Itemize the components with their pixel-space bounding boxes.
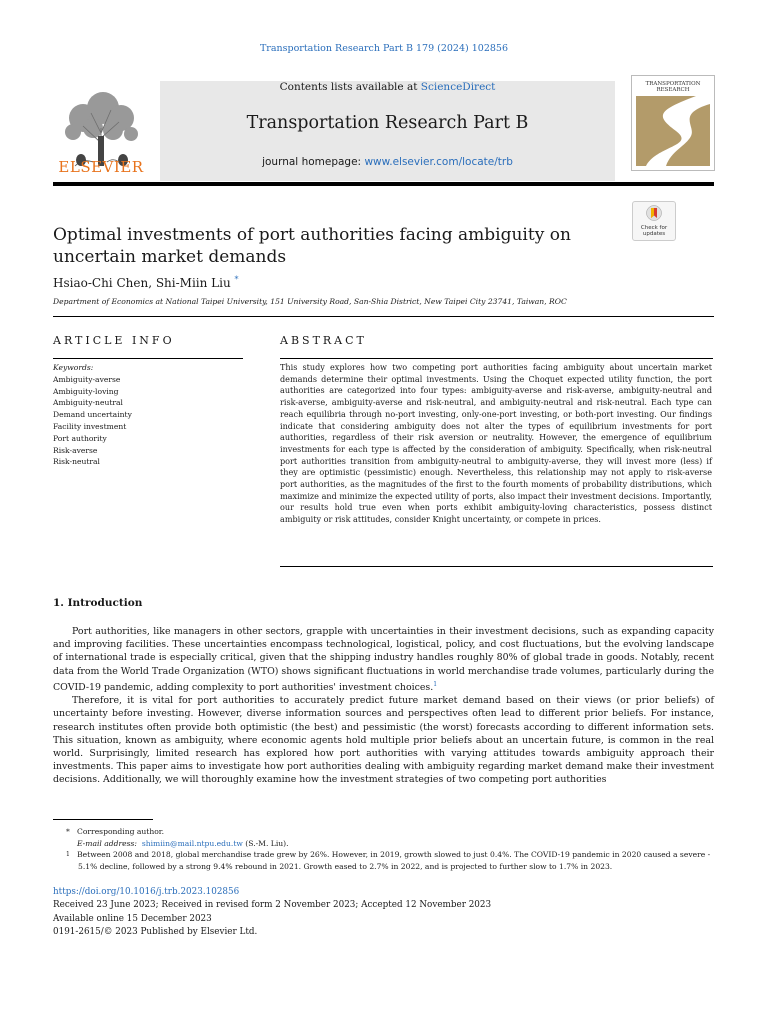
masthead-rule	[53, 182, 714, 186]
abstract-heading: ABSTRACT	[280, 334, 367, 347]
journal-title: Transportation Research Part B	[246, 113, 529, 133]
cover-title: TRANSPORTATION RESEARCH	[645, 81, 701, 93]
article-info-rule	[53, 358, 243, 359]
cover-art-icon	[636, 96, 710, 166]
title-divider	[53, 316, 714, 317]
authors: Hsiao-Chi Chen, Shi-Miin Liu	[53, 276, 231, 290]
article-title: Optimal investments of port authorities facing ambiguity on uncertain market demands	[53, 225, 571, 267]
abstract-text: This study explores how two competing port authorities facing ambiguity about uncertain market demands determine their optimal investments. Using the Choquet expected utility function, the port authorities are categorized into four types: ambiguity-averse and risk-averse, ambiguity-neutral and risk-averse, ambiguity-averse and risk-neutral, and ambiguity-neutral and risk-neutral. Each type can reach equilibria through no-port investing, only-one-port investing, or both-port investing. Our findings indicate that considering ambiguity does not alter the types of equilibrium investments for port authorities, regardless of their risk aversion or neutrality. However, the emergence of equilibrium investments for each type is affected by the consideration of ambiguity. Specifically, when risk-neutral port authorities transition from ambiguity-neutral to ambiguity-averse, they will invest more (less) if they are optimistic (pessimistic) enough. Nevertheless, this relationship may not apply to risk-averse port authorities, as the magnitudes of the first to the fourth moments of probability distributions, which maximize and minimize the expected utility of ports, also impact their investment decisions. Importantly, our results hold true even when ports exhibit ambiguity-loving characteristics, possess distinct ambiguity or risk attitudes, consider Knight uncertainty, or compete in prices.	[280, 362, 712, 525]
footnote-rule	[53, 819, 153, 820]
publication-info	[53, 886, 491, 939]
check-for-updates-button[interactable]	[632, 201, 676, 241]
doi-link[interactable]: https://doi.org/10.1016/j.trb.2023.102856	[53, 887, 240, 897]
sciencedirect-link[interactable]: ScienceDirect	[420, 81, 496, 93]
corresponding-author-note: * Corresponding author.	[66, 827, 164, 836]
contents-line	[160, 81, 615, 93]
affiliation: Department of Economics at National Taipei University, 151 University Road, San-Shia District, New Taipei City 23741, Taiwan, ROC	[53, 297, 567, 306]
journal-cover-image[interactable]	[631, 75, 715, 171]
article-info-heading: ARTICLE INFO	[53, 334, 175, 347]
footnotes	[53, 826, 714, 872]
keyword: Ambiguity-neutral	[53, 398, 123, 408]
keyword: Facility investment	[53, 421, 127, 431]
journal-citation[interactable]: Transportation Research Part B 179 (2024) 102856	[259, 43, 509, 54]
available-online: Available online 15 December 2023	[53, 914, 212, 925]
section-heading-introduction: 1. Introduction	[53, 597, 143, 609]
email-link[interactable]: shimiin@mail.ntpu.edu.tw	[141, 838, 243, 848]
homepage-prefix: journal homepage:	[262, 156, 365, 168]
keywords-label: Keywords:	[53, 363, 94, 372]
email-note: E-mail address: shimiin@mail.ntpu.edu.tw (S.-M. Liu).	[77, 838, 289, 848]
keyword: Risk-neutral	[53, 457, 100, 467]
keyword: Ambiguity-averse	[53, 374, 121, 384]
abstract-bottom-rule	[280, 566, 713, 567]
introduction-body	[53, 625, 714, 787]
footnote-ref-1[interactable]: 1	[433, 680, 438, 688]
elsevier-wordmark: ELSEVIER	[58, 158, 144, 176]
corresponding-author-mark[interactable]: *	[234, 275, 239, 284]
journal-homepage	[160, 156, 615, 168]
footnote-1: $^1$ Between 2008 and 2018, global merchandise trade grew by 26%. However, in 2019, growth slowed to just 0.4%. The COVID-19 pandemic in 2020 caused a severe - 5.1% decline, followed by a strong 9.4% rebound in 2021. Growth eased to 2.7% in 2022, and is projected to further slow to 1.7% in 2023.	[66, 850, 711, 871]
keyword: Ambiguity-loving	[53, 386, 119, 396]
contents-prefix: Contents lists available at	[279, 81, 421, 93]
homepage-link[interactable]: www.elsevier.com/locate/trb	[364, 156, 513, 168]
paragraph: Port authorities, like managers in other sectors, grapple with uncertainties in their investment decisions, such as expanding capacity and improving facilities. These uncertainties encompass technological, logistical, policy, and cost fluctuations, but the evolving landscape of international trade is especially critical, given that the shipping industry handles roughly 80% of global trade in goods. Notably, recent data from the World Trade Organization (WTO) shows significant fluctuations in world merchandise trade volumes, particularly during the COVID-19 pandemic, adding complexity to port authorities' investment choices.$^1$	[53, 626, 714, 693]
author-list	[53, 275, 239, 290]
keyword: Risk-averse	[53, 445, 98, 455]
check-for-updates-label: Check for updates	[640, 225, 668, 237]
abstract-rule	[280, 358, 713, 359]
keyword: Port authority	[53, 433, 107, 443]
keyword: Demand uncertainty	[53, 410, 132, 420]
keywords-block	[53, 362, 132, 468]
bookmark-icon	[646, 205, 662, 223]
received-dates: Received 23 June 2023; Received in revised form 2 November 2023; Accepted 12 November 2023	[53, 899, 492, 910]
paragraph: Therefore, it is vital for port authorities to accurately predict future market demand based on their views (or prior beliefs) of uncertainty before investing. However, diverse information sources and perspectives often lead to different prior beliefs. For instance, research institutes often provide both optimistic (the best) and pessimistic (the worst) forecasts according to different information sets. This situation, known as ambiguity, where economic agents hold multiple prior beliefs about an uncertain future, is common in the real world. Surprisingly, limited research has explored how port authorities with varying attitudes towards ambiguity approach their investments. This paper aims to investigate how port authorities dealing with ambiguity regarding market demand make their investment decisions. Additionally, we will thoroughly examine how the investment strategies of two competing port authorities	[53, 695, 714, 786]
copyright: 0191-2615/© 2023 Published by Elsevier Ltd.	[53, 927, 258, 938]
